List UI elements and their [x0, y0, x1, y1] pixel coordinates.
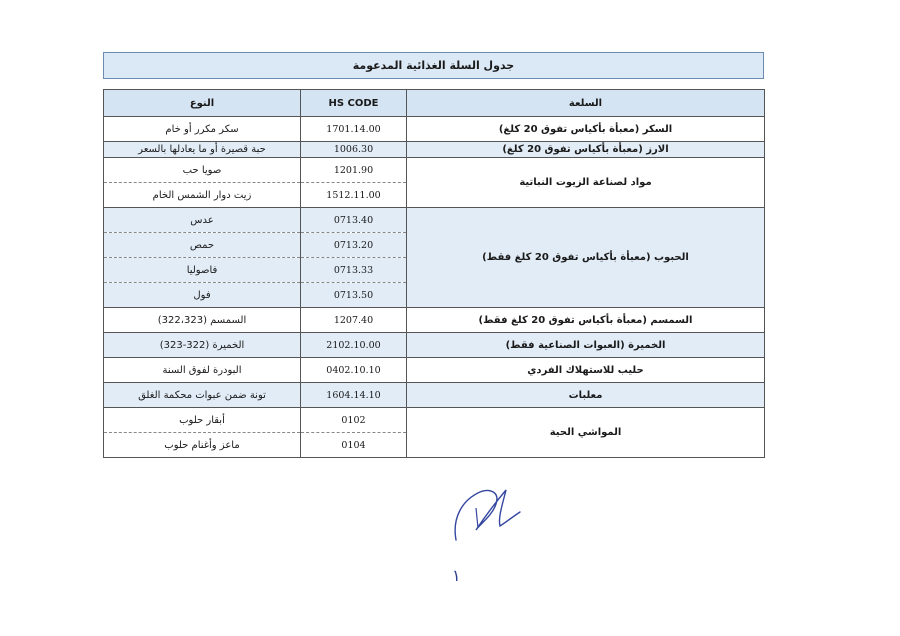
- hs-code-cell: 0104: [301, 433, 407, 458]
- type-cell: ماعز وأغنام حلوب: [104, 433, 301, 458]
- hs-code-cell: 1604.14.10: [301, 383, 407, 408]
- table-row: [104, 142, 765, 158]
- table-row: [104, 358, 765, 383]
- header-hs-code: HS CODE: [301, 90, 407, 117]
- goods-cell: السمسم (معبأة بأكياس تفوق 20 كلغ فقط): [407, 308, 765, 333]
- goods-cell: مواد لصناعة الزيوت النباتية: [407, 158, 765, 208]
- type-cell: الخميرة (322-323): [104, 333, 301, 358]
- type-cell: أبقار حلوب: [104, 408, 301, 433]
- hs-code-cell: 1701.14.00: [301, 117, 407, 142]
- hs-code-cell: 1512.11.00: [301, 183, 407, 208]
- table-title: [103, 52, 764, 79]
- hs-code-cell: 0402.10.10: [301, 358, 407, 383]
- hs-code-cell: 0102: [301, 408, 407, 433]
- type-cell: السمسم (322،323): [104, 308, 301, 333]
- subsidized-food-basket-table: [103, 89, 765, 458]
- table-row: [104, 333, 765, 358]
- goods-cell: حليب للاستهلاك الفردي: [407, 358, 765, 383]
- header-goods: السلعة: [407, 90, 765, 117]
- table-row: [104, 208, 765, 233]
- hs-code-cell: 1207.40: [301, 308, 407, 333]
- type-cell: زيت دوار الشمس الخام: [104, 183, 301, 208]
- hs-code-cell: 0713.20: [301, 233, 407, 258]
- hs-code-cell: 0713.40: [301, 208, 407, 233]
- type-cell: حبة قصيرة أو ما يعادلها بالسعر: [104, 142, 301, 158]
- hs-code-cell: 1006.30: [301, 142, 407, 158]
- type-cell: تونة ضمن عبوات محكمة الغلق: [104, 383, 301, 408]
- table-row: [104, 408, 765, 433]
- header-row: [104, 90, 765, 117]
- signature-image: [450, 478, 530, 548]
- table-row: [104, 117, 765, 142]
- table-row: [104, 383, 765, 408]
- type-cell: حمص: [104, 233, 301, 258]
- type-cell: فول: [104, 283, 301, 308]
- header-type: النوع: [104, 90, 301, 117]
- page-number: ١: [452, 566, 461, 585]
- goods-cell: الحبوب (معبأة بأكياس تفوق 20 كلغ فقط): [407, 208, 765, 308]
- goods-cell: السكر (معبأة بأكياس تفوق 20 كلغ): [407, 117, 765, 142]
- type-cell: صويا حب: [104, 158, 301, 183]
- table-title-text: جدول السلة الغذائية المدعومة: [352, 59, 515, 72]
- table-row: [104, 308, 765, 333]
- type-cell: البودرة لفوق السنة: [104, 358, 301, 383]
- goods-cell: معلبات: [407, 383, 765, 408]
- goods-cell: الخميرة (العبوات الصناعية فقط): [407, 333, 765, 358]
- table-row: [104, 158, 765, 183]
- hs-code-cell: 2102.10.00: [301, 333, 407, 358]
- hs-code-cell: 1201.90: [301, 158, 407, 183]
- hs-code-cell: 0713.50: [301, 283, 407, 308]
- hs-code-cell: 0713.33: [301, 258, 407, 283]
- goods-cell: المواشي الحية: [407, 408, 765, 458]
- type-cell: فاصوليا: [104, 258, 301, 283]
- type-cell: عدس: [104, 208, 301, 233]
- goods-cell: الارز (معبأة بأكياس تفوق 20 كلغ): [407, 142, 765, 158]
- type-cell: سكر مكرر أو خام: [104, 117, 301, 142]
